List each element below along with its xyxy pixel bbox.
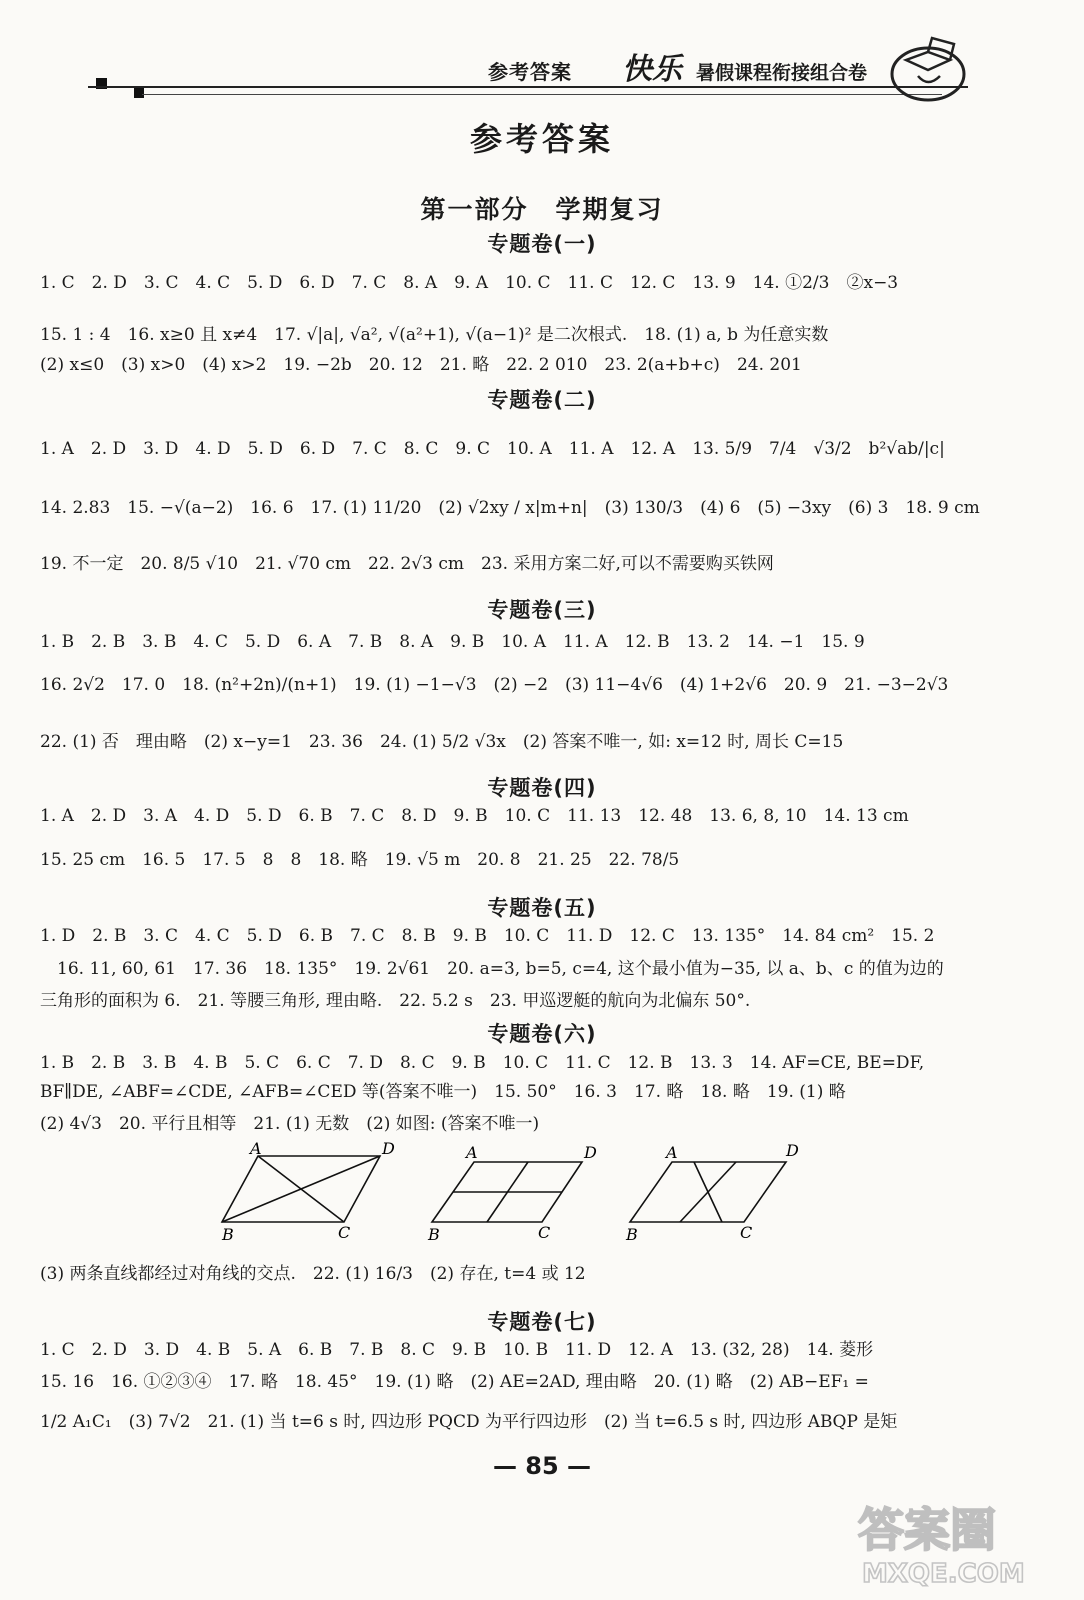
answer-line: 1. D 2. B 3. C 4. C 5. D 6. B 7. C 8. B 9. B 10. C 11. D 12. C 13. 135° 14. 84 cm² 15. 2 [40,926,935,946]
parallelogram-figures [220,1142,840,1242]
page-title: 参考答案 [469,120,614,158]
section-heading: 专题卷(七) [487,1310,597,1334]
answer-line: 1. A 2. D 3. A 4. D 5. D 6. B 7. C 8. D 9. B 10. C 11. 13 12. 48 13. 6, 8, 10 14. 13 cm [40,806,909,826]
header-rule [142,94,942,95]
figure-diagonals [222,1156,380,1222]
answer-line: 1. A 2. D 3. D 4. D 5. D 6. D 7. C 8. C 9. C 10. A 11. A 12. A 13. 5/9 7/4 √3/2 b²√ab/|c| [40,439,945,459]
watermark-text: 答案圈 [858,1503,996,1557]
figure-midlines [432,1162,582,1222]
answer-line: 22. (1) 否 理由略 (2) x−y=1 23. 36 24. (1) 5/2 √3x (2) 答案不唯一, 如: x=12 时, 周长 C=15 [40,732,844,752]
answer-line: 14. 2.83 15. −√(a−2) 16. 6 17. (1) 11/20 (2) √2xy / x|m+n| (3) 130/3 (4) 6 (5) −3xy (6) 3 18. 9 cm [40,498,980,518]
answer-line: 1. B 2. B 3. B 4. C 5. D 6. A 7. B 8. A 9. B 10. A 11. A 12. B 13. 2 14. −1 15. 9 [40,632,865,652]
answer-line: (3) 两条直线都经过对角线的交点. 22. (1) 16/3 (2) 存在, t=4 或 12 [40,1264,586,1284]
vertex-label: D [584,1143,597,1162]
book-logo-icon [888,30,968,106]
watermark-logo [848,1490,1068,1590]
answer-line: 16. 2√2 17. 0 18. (n²+2n)/(n+1) 19. (1) −1−√3 (2) −2 (3) 11−4√6 (4) 1+2√6 20. 9 21. −3−2√3 [40,675,949,695]
answer-line: 16. 11, 60, 61 17. 36 18. 135° 19. 2√61 20. a=3, b=5, c=4, 这个最小值为−35, 以 a、b、c 的值为边的 [40,959,944,979]
vertex-label: B [428,1225,440,1242]
vertex-label: C [538,1223,551,1242]
answer-line: 15. 1 : 4 16. x≥0 且 x≠4 17. √|a|, √a², √(a²+1), √(a−1)² 是二次根式. 18. (1) a, b 为任意实数 [40,325,829,345]
header-brand: 快乐 [622,52,682,87]
figure-crossing-lines [630,1162,786,1222]
answer-line: 1. B 2. B 3. B 4. B 5. C 6. C 7. D 8. C 9. B 10. C 11. C 12. B 13. 3 14. AF=CE, BE=DF, [40,1053,925,1073]
vertex-label: D [786,1142,799,1160]
answer-line: 1/2 A₁C₁ (3) 7√2 21. (1) 当 t=6 s 时, 四边形 PQCD 为平行四边形 (2) 当 t=6.5 s 时, 四边形 ABQP 是矩 [40,1412,898,1432]
section-heading: 专题卷(四) [487,776,597,800]
answer-line: 19. 不一定 20. 8/5 √10 21. √70 cm 22. 2√3 cm 23. 采用方案二好,可以不需要购买铁网 [40,554,774,574]
answer-line: 三角形的面积为 6. 21. 等腰三角形, 理由略. 22. 5.2 s 23. 甲巡逻艇的航向为北偏东 50°. [40,991,751,1011]
vertex-label: B [222,1225,234,1242]
answer-line: 15. 16 16. ①②③④ 17. 略 18. 45° 19. (1) 略 (2) AE=2AD, 理由略 20. (1) 略 (2) AB−EF₁ = [40,1372,869,1392]
section-heading: 专题卷(六) [487,1022,597,1046]
answer-line: (2) 4√3 20. 平行且相等 21. (1) 无数 (2) 如图: (答案不唯一) [40,1114,540,1134]
answer-line: 15. 25 cm 16. 5 17. 5 8 8 18. 略 19. √5 m 20. 8 21. 25 22. 78/5 [40,850,680,870]
page-number: — 85 — [492,1452,592,1480]
page-header [0,0,1084,110]
header-square-marker [134,88,144,98]
header-rule [88,86,968,88]
vertex-label: D [382,1142,395,1158]
answer-line: BF∥DE, ∠ABF=∠CDE, ∠AFB=∠CED 等(答案不唯一) 15. 50° 16. 3 17. 略 18. 略 19. (1) 略 [40,1082,846,1102]
answer-line: 1. C 2. D 3. D 4. B 5. A 6. B 7. B 8. C 9. B 10. B 11. D 12. A 13. (32, 28) 14. 菱形 [40,1340,874,1360]
section-heading: 专题卷(一) [487,232,597,256]
answer-line: 1. C 2. D 3. C 4. C 5. D 6. D 7. C 8. A 9. A 10. C 11. C 12. C 13. 9 14. ①2/3 ②x−3 [40,273,899,293]
answer-line: (2) x≤0 (3) x>0 (4) x>2 19. −2b 20. 12 21. 略 22. 2 010 23. 2(a+b+c) 24. 201 [40,355,802,375]
part-title: 第一部分 学期复习 [420,195,664,224]
vertex-label: C [740,1223,753,1242]
header-series-title: 暑假课程衔接组合卷 [696,62,868,84]
section-heading: 专题卷(二) [487,388,597,412]
vertex-label: A [466,1143,478,1162]
section-heading: 专题卷(五) [487,896,597,920]
vertex-label: B [626,1225,638,1242]
vertex-label: A [250,1142,262,1158]
vertex-label: C [338,1223,351,1242]
header-section-title: 参考答案 [488,60,572,84]
section-heading: 专题卷(三) [487,598,597,622]
watermark-url: MXQE.COM [862,1559,1025,1589]
vertex-label: A [666,1143,678,1162]
